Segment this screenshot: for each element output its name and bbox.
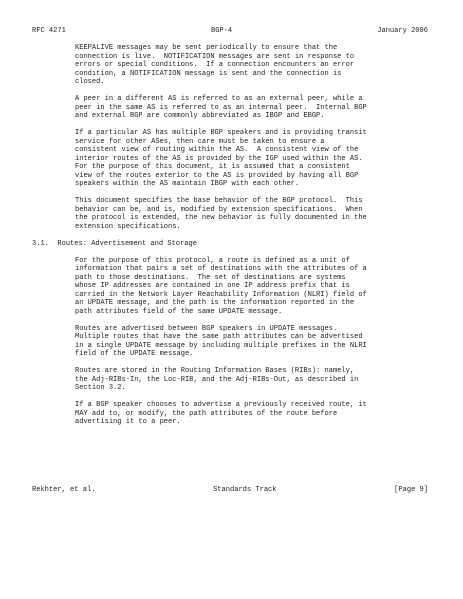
text-line: whose IP addresses are contained in one IP address prefix that is (75, 282, 350, 290)
document-body (32, 44, 432, 435)
text-line: an UPDATE message, and the path is the information reported in the (75, 299, 355, 307)
footer-page-number: [Page 9] (394, 486, 428, 494)
text-line: KEEPALIVE messages may be sent periodically to ensure that the (75, 44, 338, 52)
paragraph (75, 44, 432, 87)
text-line: advertising it to a peer. (75, 418, 181, 426)
text-line: For the purpose of this protocol, a route is defined as a unit of (75, 256, 350, 265)
text-line: Section 3.2. (75, 384, 126, 392)
text-line: errors or special conditions. If a connection encounters an error (75, 61, 355, 69)
paragraphs-before-section (32, 44, 432, 231)
text-line: behavior can be, and is, modified by extension specifications. When (75, 205, 363, 214)
text-line: service for other ASes, then care must be taken to ensure a (75, 137, 325, 146)
text-line: in a single UPDATE message by including multiple prefixes in the NLRI (75, 341, 367, 350)
paragraphs-after-section (32, 257, 432, 427)
text-line: the Adj-RIBs-In, the Loc-RIB, and the Adj-RIBs-Out, as described in (75, 375, 359, 384)
text-line: Routes are stored in the Routing Information Bases (RIBs): namely, (75, 367, 355, 375)
text-line: For the purpose of this document, it is assumed that a consistent (75, 163, 350, 171)
text-line: peer in the same AS is referred to as an internal peer. Internal BGP (75, 103, 367, 112)
paragraph (75, 367, 432, 393)
text-line: the protocol is extended, the new behavior is fully documented in the (75, 214, 367, 222)
text-line: If a particular AS has multiple BGP speakers and is providing transit (75, 129, 367, 137)
text-line: MAY add to, or modify, the path attributes of the route before (75, 409, 338, 418)
section-heading: 3.1. Routes: Advertisement and Storage (32, 239, 197, 248)
text-line: speakers within the AS maintain IBGP with each other. (75, 180, 300, 188)
text-line: path attributes field of the same UPDATE message. (75, 307, 283, 316)
paragraph (75, 401, 432, 427)
page-header (32, 27, 428, 36)
text-line: and external BGP are commonly abbreviated as IBGP and EBGP. (75, 112, 325, 120)
header-date: January 2006 (377, 27, 428, 35)
text-line: interior routes of the AS is provided by the IGP used within the AS. (75, 154, 363, 163)
text-line: path to those destinations. The set of destinations are systems (75, 273, 346, 282)
text-line: closed. (75, 78, 105, 86)
text-line: view of the routes exterior to the AS is provided by having all BGP (75, 171, 359, 180)
text-line: Routes are advertised between BGP speakers in UPDATE messages. (75, 324, 338, 333)
paragraph (75, 257, 432, 317)
paragraph (75, 325, 432, 359)
page-footer (32, 486, 428, 495)
paragraph (75, 129, 432, 189)
paragraph (75, 95, 432, 121)
text-line: information that pairs a set of destinations with the attributes of a (75, 265, 367, 273)
footer-status: Standards Track (213, 486, 277, 494)
footer-authors: Rekhter, et al. (32, 486, 96, 494)
text-line: consistent view of routing within the AS. A consistent view of the (75, 146, 359, 154)
text-line: connection is live. NOTIFICATION messages are sent in response to (75, 52, 355, 61)
text-line: A peer in a different AS is referred to as an external peer, while a (75, 95, 363, 103)
paragraph (75, 197, 432, 231)
text-line: This document specifies the base behavior of the BGP protocol. This (75, 197, 363, 205)
header-rfc-number: RFC 4271 (32, 27, 66, 35)
text-line: field of the UPDATE message. (75, 350, 194, 358)
header-title: BGP-4 (210, 27, 233, 35)
text-line: If a BGP speaker chooses to advertise a previously received route, it (75, 401, 367, 409)
text-line: Multiple routes that have the same path attributes can be advertised (75, 333, 363, 341)
text-line: condition, a NOTIFICATION message is sent and the connection is (75, 69, 342, 78)
text-line: carried in the Network Layer Reachability Information (NLRI) field of (75, 290, 367, 299)
text-line: extension specifications. (75, 222, 181, 231)
